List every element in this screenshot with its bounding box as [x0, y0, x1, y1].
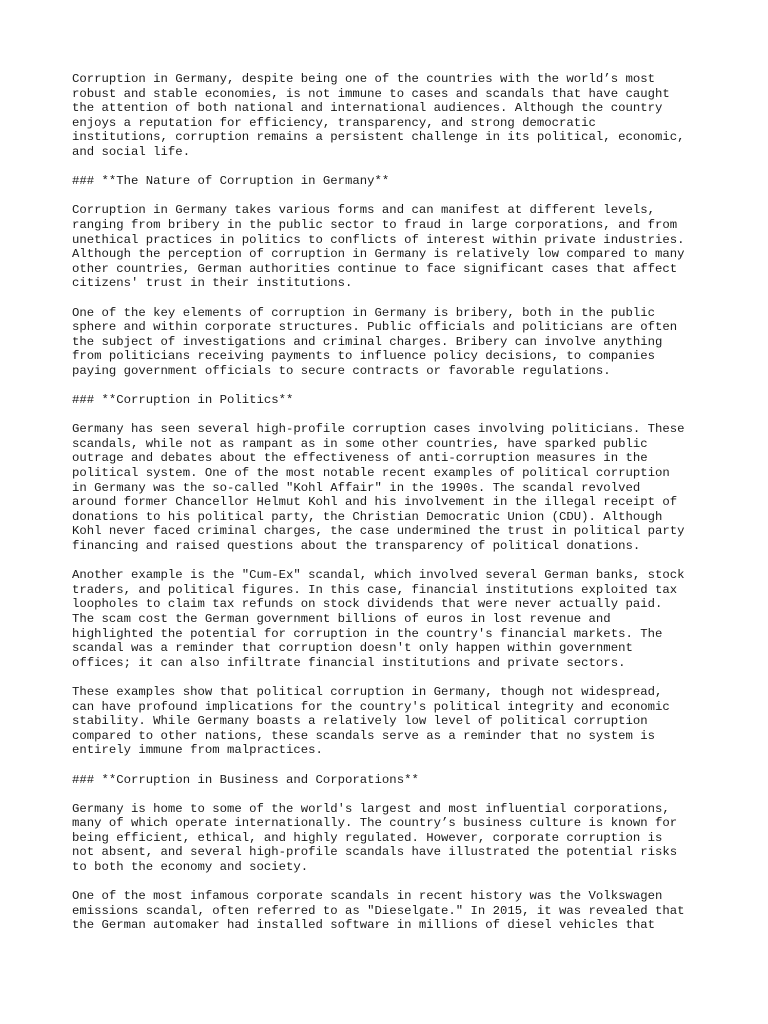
paragraph: These examples show that political corruption in Germany, though not widespread, can have profound implications for the country's political integrity and economic stability. While Germany boasts a relatively low level of political corruption compared to other nations, these scandals serve as a reminder that no system is entirely immune from malpractices.	[72, 684, 670, 758]
intro-paragraph: Corruption in Germany, despite being one of the countries with the world’s most robust and stable economies, is not immune to cases and scandals that have caught the attention of both national and international audiences. Although the country enjoys a reputation for efficiency, transparency, and strong democratic institutions, corruption remains a persistent challenge in its political, economic, and social life.	[72, 72, 685, 159]
paragraph: One of the key elements of corruption in Germany is bribery, both in the public sphere and within corporate structures. Public officials and politicians are often the subject of investigations and criminal charges. Bribery can involve anything from politicians receiving payments to influence policy decisions, to companies paying government officials to secure contracts or favorable regulations.	[72, 305, 678, 378]
section-heading-nature: ### **The Nature of Corruption in Germany**	[72, 174, 390, 189]
paragraph: Corruption in Germany takes various forms and can manifest at different levels, ranging from bribery in the public sector to fraud in large corporations, and from unethical practices in politics to conflicts of interest within private industries. Although the perception of corruption in Germany is relatively low compared to many other countries, German authorities continue to face significant cases that affect citizens' trust in their institutions.	[72, 203, 685, 291]
paragraph: Another example is the "Cum-Ex" scandal, which involved several German banks, stock traders, and political figures. In this case, financial institutions exploited tax loopholes to claim tax refunds on stock dividends that were never actually paid. The scam cost the German government billions of euros in lost revenue and highlighted the potential for corruption in the country's financial markets. The scandal was a reminder that corruption doesn't only happen within government offices; it can also infiltrate financial institutions and private sectors.	[72, 568, 685, 670]
document-body	[72, 72, 702, 948]
section-heading-business: ### **Corruption in Business and Corporations**	[72, 772, 419, 787]
paragraph: Germany has seen several high-profile corruption cases involving politicians. These scandals, while not as rampant as in some other countries, have sparked public outrage and debates about the effectiveness of anti-corruption measures in the political system. One of the most notable recent examples of political corruption in Germany was the so-called "Kohl Affair" in the 1990s. The scandal revolved around former Chancellor Helmut Kohl and his involvement in the illegal receipt of donations to his political party, the Christian Democratic Union (CDU). Although Kohl never faced criminal charges, the case undermined the trust in political party financing and raised questions about the transparency of political donations.	[72, 422, 685, 553]
section-heading-politics: ### **Corruption in Politics**	[72, 393, 294, 408]
paragraph: Germany is home to some of the world's largest and most influential corporations, many of which operate internationally. The country’s business culture is known for being efficient, ethical, and highly regulated. However, corporate corruption is not absent, and several high-profile scandals have illustrated the potential risks to both the economy and society.	[72, 801, 678, 875]
paragraph: One of the most infamous corporate scandals in recent history was the Volkswagen emissions scandal, often referred to as "Dieselgate." In 2015, it was revealed that the German automaker had installed software in millions of diesel vehicles that	[72, 889, 685, 933]
